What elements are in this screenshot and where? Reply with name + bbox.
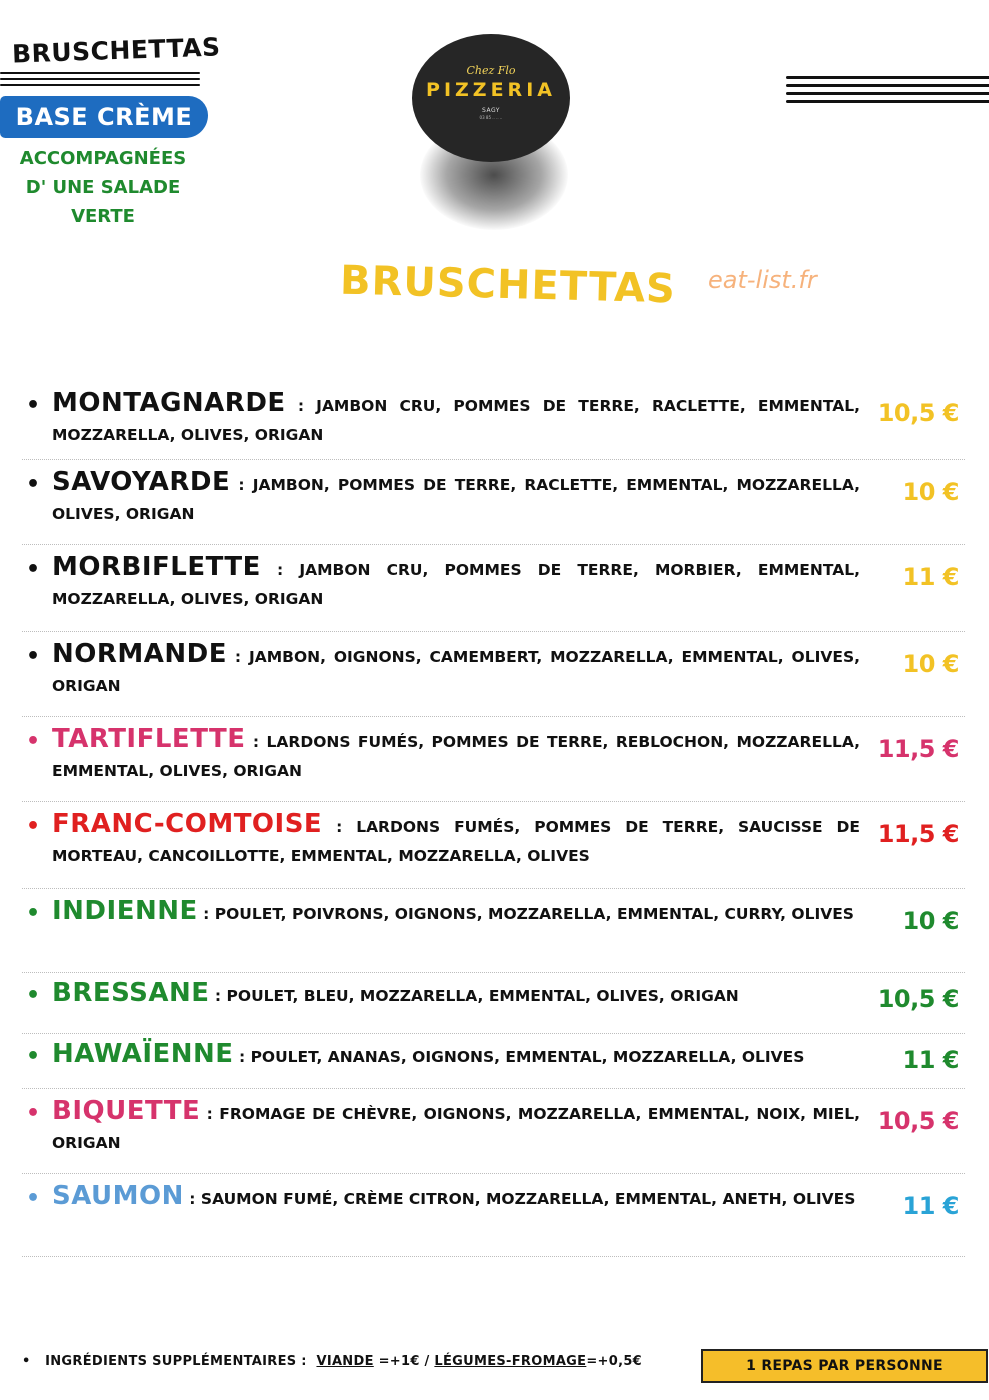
menu-item-bullet: • (26, 472, 41, 497)
menu-item-ingredients: JAMBON, OIGNONS, CAMEMBERT, MOZZARELLA, EMMENTAL, OLIVES, ORIGAN (52, 648, 860, 695)
menu-item-text (52, 979, 860, 1011)
menu-item-text (52, 468, 860, 529)
menu-list (22, 381, 965, 1257)
menu-item-bullet: • (26, 1186, 41, 1211)
menu-item-separator: : (260, 561, 300, 579)
menu-item-price: 11 € (902, 1192, 959, 1220)
menu-item-price: 10,5 € (877, 1107, 959, 1135)
side-note-line1: ACCOMPAGNÉES (19, 148, 187, 169)
menu-item-separator: : (245, 733, 267, 751)
menu-item (22, 973, 965, 1034)
menu-item-separator: : (285, 397, 317, 415)
menu-item-ingredients: SAUMON FUMÉ, CRÈME CITRON, MOZZARELLA, EMMENTAL, ANETH, OLIVES (200, 1190, 856, 1208)
logo-town: SAGY (482, 107, 500, 114)
menu-item (22, 1174, 965, 1257)
menu-item-text (52, 553, 860, 614)
menu-item-text (52, 640, 860, 701)
menu-item (22, 381, 965, 460)
extras-meat-price: =+1€ / (378, 1354, 430, 1369)
menu-item-name: TARTIFLETTE (52, 724, 246, 754)
menu-item-price: 11,5 € (877, 735, 959, 763)
menu-item-ingredients: POULET, ANANAS, OIGNONS, EMMENTAL, MOZZARELLA, OLIVES (250, 1048, 805, 1066)
menu-item-ingredients: JAMBON CRU, POMMES DE TERRE, RACLETTE, EMMENTAL, MOZZARELLA, OLIVES, ORIGAN (52, 397, 860, 444)
menu-item-ingredients: LARDONS FUMÉS, POMMES DE TERRE, REBLOCHON, MOZZARELLA, EMMENTAL, OLIVES, ORIGAN (52, 733, 860, 780)
menu-item-separator: : (322, 818, 357, 836)
menu-item-text (52, 897, 860, 929)
menu-item-bullet: • (26, 557, 41, 582)
menu-item-ingredients: FROMAGE DE CHÈVRE, OIGNONS, MOZZARELLA, EMMENTAL, NOIX, MIEL, ORIGAN (52, 1105, 860, 1152)
menu-item-price: 11,5 € (877, 820, 959, 848)
meal-per-person-box: 1 REPAS PAR PERSONNE (701, 1349, 988, 1383)
logo-name: PIZZERIA (426, 79, 556, 101)
menu-item-text (52, 1097, 860, 1158)
menu-item-name: INDIENNE (52, 896, 198, 926)
extras-bullet: • (22, 1354, 46, 1369)
menu-item-separator: : (209, 987, 227, 1005)
menu-item-bullet: • (26, 814, 41, 839)
menu-item-price: 11 € (902, 563, 959, 591)
menu-item-text (52, 389, 860, 450)
decorative-lines-left (0, 72, 200, 90)
menu-item-bullet: • (26, 1101, 41, 1126)
menu-item (22, 545, 965, 632)
section-label: BRUSCHETTAS (11, 32, 222, 69)
menu-item-bullet: • (26, 644, 41, 669)
extras-veg-price: =+0,5€ (586, 1354, 643, 1369)
menu-item-name: NORMANDE (52, 639, 227, 669)
menu-item-name: HAWAÏENNE (52, 1039, 234, 1069)
extras-note (22, 1354, 642, 1369)
menu-item (22, 460, 965, 545)
menu-item-ingredients: JAMBON CRU, POMMES DE TERRE, MORBIER, EMMENTAL, MOZZARELLA, OLIVES, ORIGAN (52, 561, 861, 608)
menu-item-text (52, 1040, 860, 1072)
menu-item-price: 10,5 € (877, 399, 959, 427)
pizzeria-logo (412, 34, 570, 162)
menu-item-separator: : (200, 1105, 220, 1123)
menu-item-name: SAVOYARDE (52, 467, 231, 497)
side-note-line2: D' UNE SALADE VERTE (25, 177, 181, 227)
menu-item-ingredients: POULET, BLEU, MOZZARELLA, EMMENTAL, OLIVES, ORIGAN (226, 987, 739, 1005)
menu-item-text (52, 810, 860, 871)
page-title: BRUSCHETTAS (339, 257, 677, 313)
menu-item-ingredients: POULET, POIVRONS, OIGNONS, MOZZARELLA, EMMENTAL, CURRY, OLIVES (214, 905, 854, 923)
menu-item-bullet: • (26, 983, 41, 1008)
menu-item-bullet: • (26, 1044, 41, 1069)
logo-tiny-text: 03 85 .. .. .. (479, 115, 503, 120)
menu-item-name: MORBIFLETTE (52, 552, 261, 582)
menu-item-separator: : (230, 476, 253, 494)
menu-item-price: 11 € (902, 1046, 959, 1074)
decorative-lines-right (786, 76, 989, 108)
menu-item (22, 889, 965, 973)
extras-meat-label: VIANDE (316, 1354, 374, 1369)
menu-item (22, 717, 965, 802)
menu-item-text (52, 725, 860, 786)
menu-item-price: 10 € (902, 907, 959, 935)
menu-item-ingredients: LARDONS FUMÉS, POMMES DE TERRE, SAUCISSE DE MORTEAU, CANCOILLOTTE, EMMENTAL, MOZZARELLA, OLIVES (52, 818, 860, 865)
watermark: eat-list.fr (708, 266, 817, 294)
menu-item-separator: : (233, 1048, 251, 1066)
menu-item (22, 1089, 965, 1174)
menu-item-name: SAUMON (52, 1181, 184, 1211)
side-note (0, 144, 206, 231)
menu-item-name: BIQUETTE (52, 1096, 201, 1126)
menu-item-bullet: • (26, 901, 41, 926)
menu-item-separator: : (183, 1190, 201, 1208)
extras-veg-label: LÉGUMES-FROMAGE (434, 1354, 587, 1369)
menu-item-ingredients: JAMBON, POMMES DE TERRE, RACLETTE, EMMENTAL, MOZZARELLA, OLIVES, ORIGAN (52, 476, 860, 523)
menu-item-price: 10 € (902, 478, 959, 506)
menu-item-name: BRESSANE (52, 978, 210, 1008)
logo-script-text: Chez Flo (466, 64, 516, 77)
menu-item-separator: : (197, 905, 215, 923)
menu-item-name: FRANC-COMTOISE (52, 809, 323, 839)
menu-item (22, 1034, 965, 1089)
menu-item (22, 632, 965, 717)
menu-item-price: 10 € (902, 650, 959, 678)
menu-item-text (52, 1182, 860, 1214)
base-creme-banner: BASE CRÈME (0, 96, 208, 138)
menu-item-separator: : (226, 648, 249, 666)
menu-item (22, 802, 965, 889)
menu-item-bullet: • (26, 729, 41, 754)
extras-label: INGRÉDIENTS SUPPLÉMENTAIRES : (45, 1354, 307, 1369)
menu-item-bullet: • (26, 393, 41, 418)
menu-item-price: 10,5 € (877, 985, 959, 1013)
menu-item-name: MONTAGNARDE (52, 388, 286, 418)
